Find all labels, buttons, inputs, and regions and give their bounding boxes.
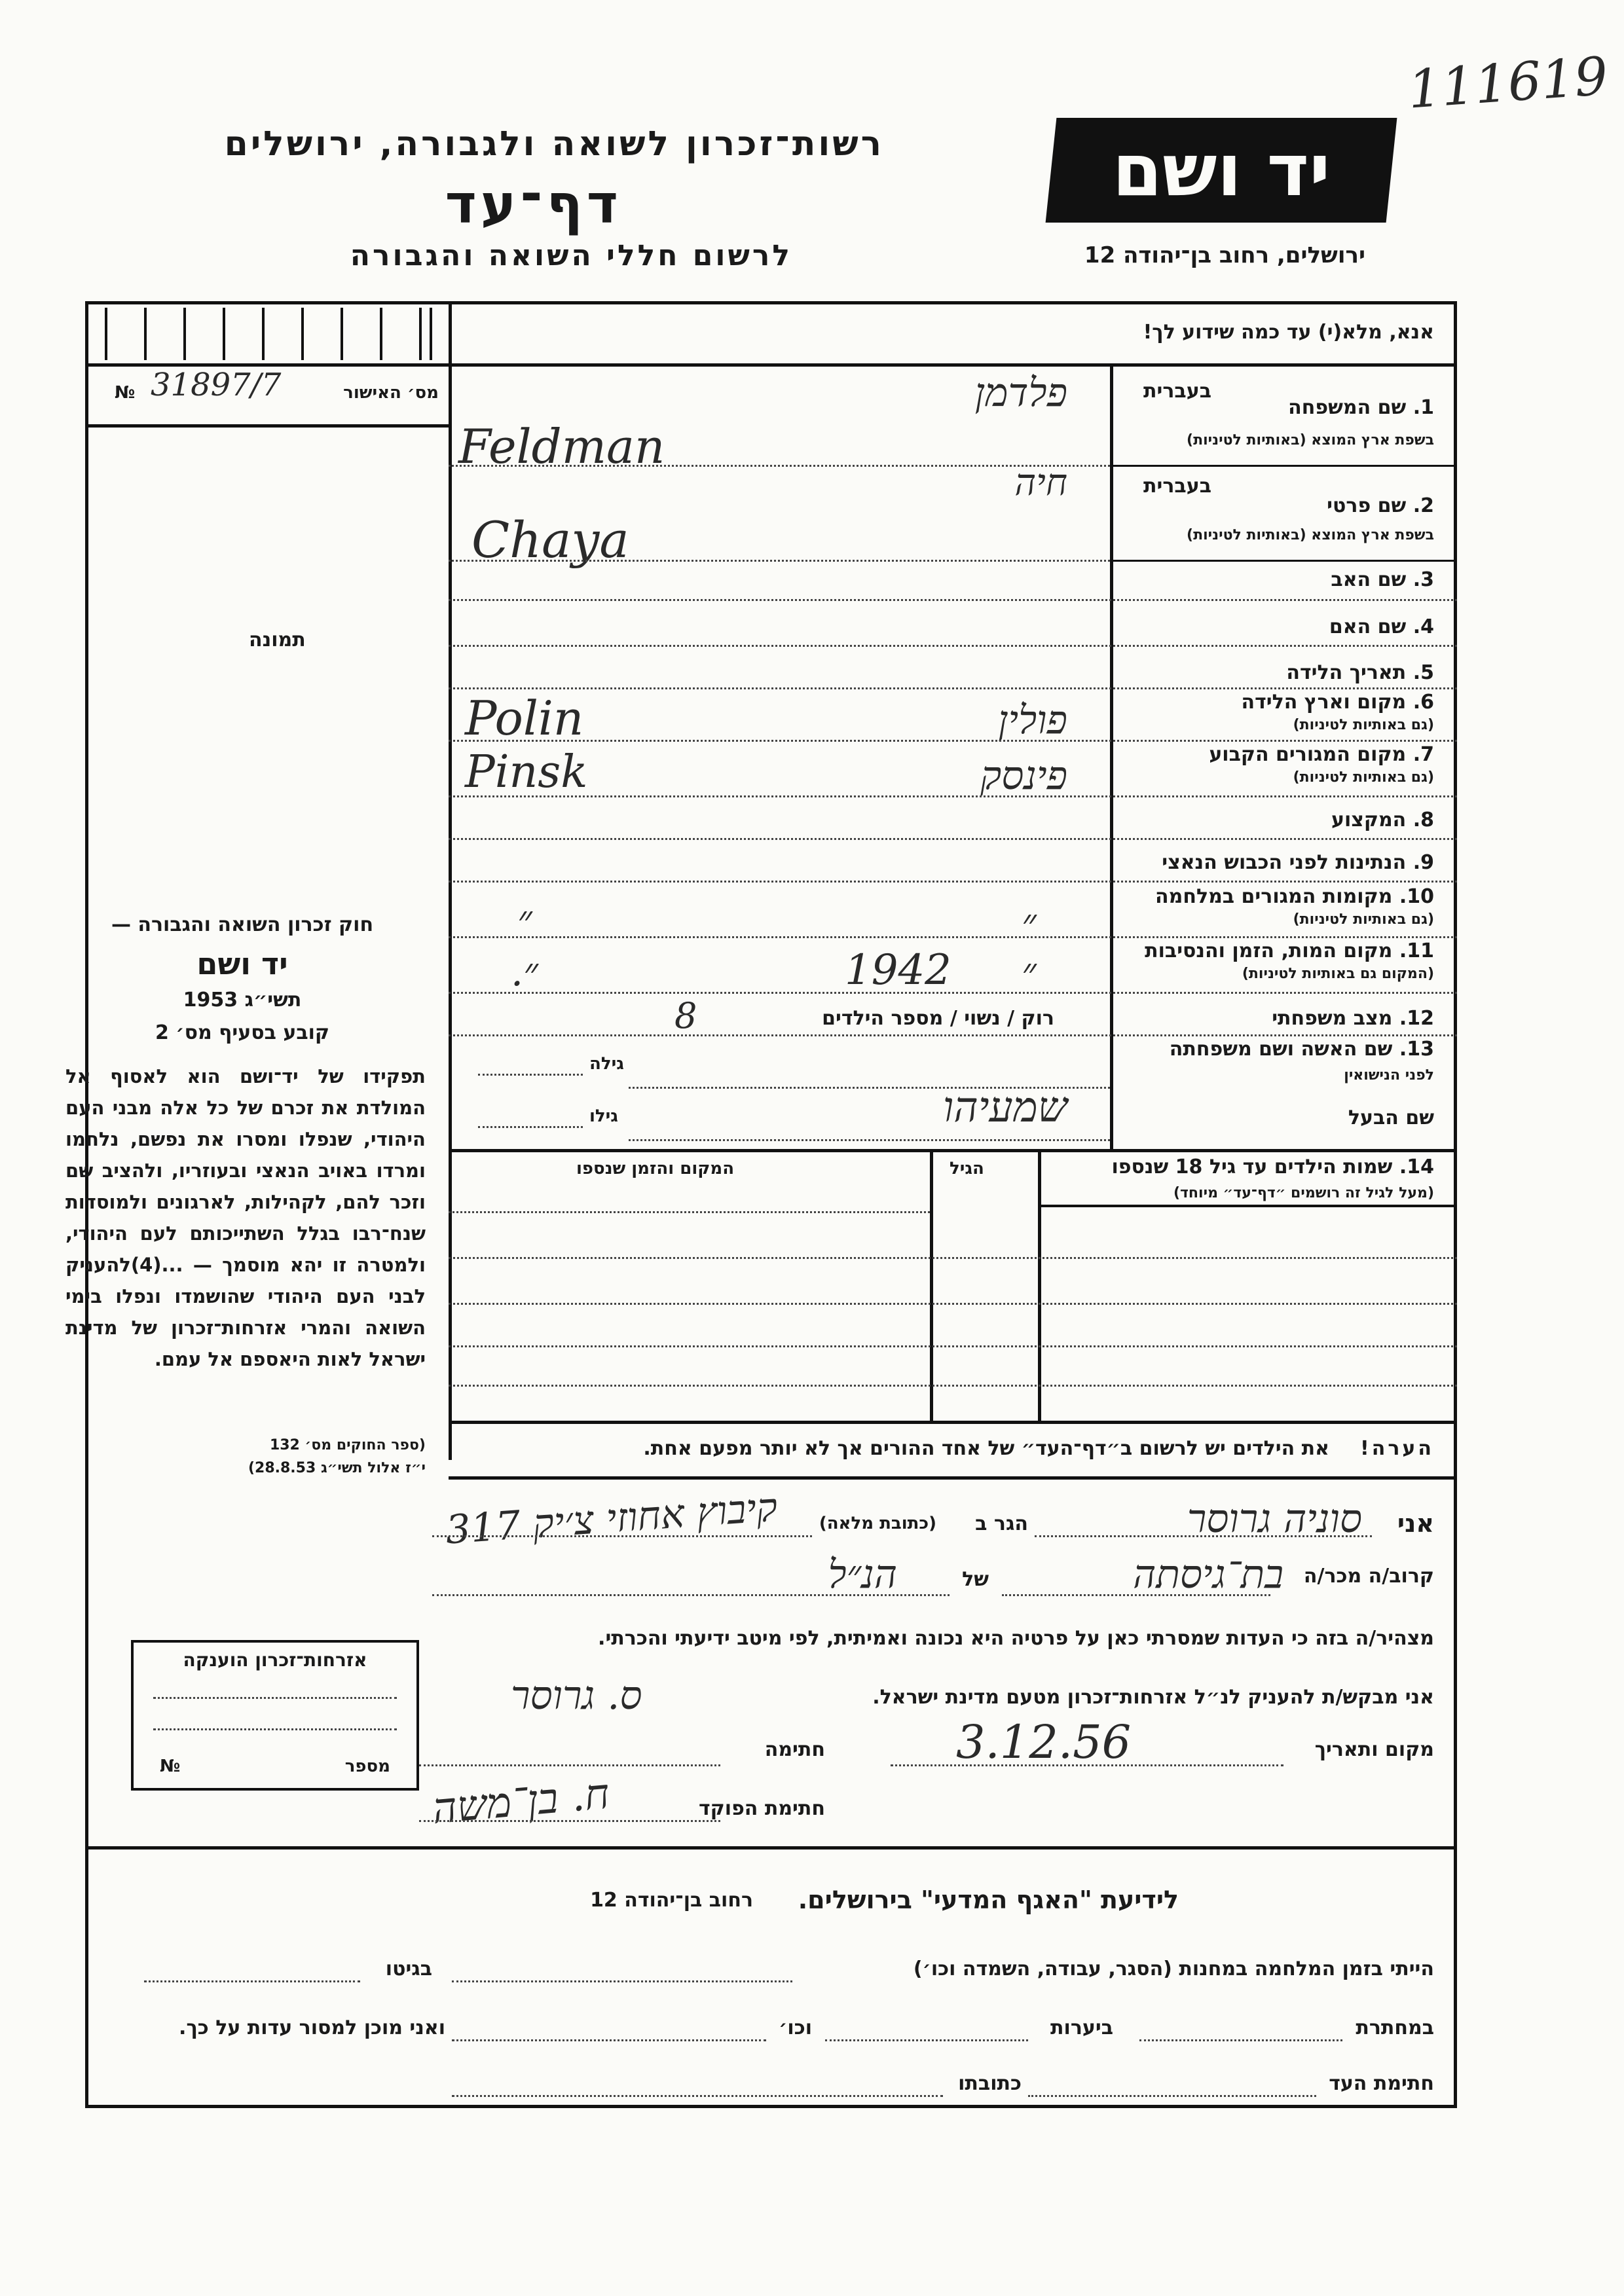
logo-text: יד ושם — [1112, 128, 1331, 212]
field-7-num: 7. — [1412, 743, 1434, 766]
footer-witness-sig-blank — [1028, 2095, 1316, 2097]
field-11-value-a: ״ — [1022, 949, 1037, 995]
field-10-value-b: ״ — [1022, 900, 1037, 946]
field-7-line — [449, 795, 1457, 797]
footer-underground-blank — [1139, 2039, 1342, 2041]
field-11-value-b: 1942 — [845, 946, 951, 994]
field-7-hebrew-value: פינסק — [980, 753, 1067, 799]
footer-title: לידיעת "האגף המדעי" בירושלים. — [798, 1886, 1179, 1914]
field-1-line — [449, 465, 1110, 467]
children-table-bottom — [449, 1421, 1457, 1424]
field-1-hebrew-tag: בעברית — [1143, 380, 1211, 403]
children-table-top — [449, 1149, 1457, 1152]
field-6-sub: (גם באותיות לטיניות) — [1293, 717, 1434, 733]
field-5-label: תאריך הלידה — [1286, 661, 1407, 684]
tick-boxes — [105, 308, 432, 360]
field-7-sub: (גם באותיות לטיניות) — [1293, 769, 1434, 786]
field-2-hebrew-value: חיה — [1014, 462, 1067, 504]
field-6-line — [449, 740, 1457, 742]
photo-label: תמונה — [249, 629, 306, 651]
decl-signature-label: חתימה — [764, 1738, 825, 1761]
field-13-age-line — [478, 1074, 583, 1076]
citizenship-line-2 — [153, 1728, 397, 1730]
husband-age-line — [478, 1126, 583, 1128]
husband-age-label: גילו — [589, 1106, 618, 1126]
field-13-age-label: גילה — [589, 1054, 624, 1074]
husband-value: שמעיהו — [942, 1084, 1067, 1132]
field-3-num: 3. — [1412, 568, 1434, 591]
field-1-num: 1. — [1412, 396, 1434, 419]
field-12-children: 8 — [674, 995, 697, 1036]
footer-forests: ביערות — [1050, 2016, 1113, 2039]
footer-ghetto-blank — [144, 1980, 360, 1982]
decl-address: קיבוץ אחוזי צ׳יק 317 — [444, 1484, 779, 1554]
field-10-sub: (גם באותיות לטיניות) — [1293, 911, 1434, 928]
field-13-sub: לפני הנישואין — [1344, 1067, 1434, 1084]
footer-underground: במחתרת — [1356, 2016, 1434, 2039]
field-7-latin-value: Pinsk — [465, 746, 588, 798]
decl-resides-label: הגר ב — [975, 1512, 1028, 1535]
field-1-latin-value: Feldman — [458, 419, 665, 474]
field-13-label: שם האשה ושם משפחתה — [1169, 1038, 1393, 1061]
instructions-rule — [449, 363, 1457, 367]
registration-label: מס׳ האישור — [343, 383, 439, 403]
children-row-3 — [449, 1345, 1457, 1347]
field-2-latin-value: Chaya — [471, 511, 629, 569]
header-address: ירושלים, רחוב בן־יהודה 12 — [1084, 242, 1365, 268]
field-6-latin-value: Polin — [465, 691, 584, 746]
law-box-source-date: י״ז אלול תשי״ג 28.8.53) — [248, 1460, 426, 1476]
field-2-rule — [1110, 560, 1457, 562]
field-10-line — [449, 936, 1457, 938]
field-4-num: 4. — [1412, 615, 1434, 638]
children-row-2 — [449, 1303, 1457, 1305]
decl-i-label: אני — [1397, 1509, 1434, 1538]
citizenship-box — [131, 1640, 419, 1791]
field-7-label: מקום המגורים הקבוע — [1209, 743, 1407, 766]
field-2-line — [449, 560, 1110, 562]
decl-declarant: סוניה גרוסר — [1187, 1496, 1362, 1542]
footer-witness-addr-blank — [452, 2095, 943, 2097]
footer-forests-blank — [825, 2039, 1028, 2041]
children-divider-2 — [930, 1149, 933, 1424]
field-4-label: שם האם — [1329, 615, 1407, 638]
field-6-hebrew-value: פולין — [998, 697, 1067, 743]
registration-no-sign: № — [115, 383, 136, 403]
decl-relation-line — [1002, 1594, 1270, 1596]
field-1-label: שם המשפחה — [1288, 396, 1407, 419]
field-9-line — [449, 881, 1457, 883]
footer-separator — [85, 1846, 1457, 1850]
decl-relation: בת־גיסתה — [1133, 1552, 1283, 1597]
citizenship-title: אזרחות־זכרון הוענקה — [183, 1649, 367, 1671]
field-5-num: 5. — [1412, 661, 1434, 684]
field-10-label: מקומות המגורים במלחמה — [1155, 885, 1393, 908]
children-row-1 — [449, 1257, 1457, 1259]
authority-title: רשות־זכרון לשואה ולגבורה, ירושלים — [224, 124, 884, 164]
decl-relation-of: הנ״ל — [828, 1552, 897, 1597]
decl-relative-label: קרוב/ה מכר/ה — [1303, 1565, 1434, 1588]
field-1-rule — [1110, 465, 1457, 467]
field-8-label: המקצוע — [1331, 809, 1407, 831]
decl-date: 3.12.56 — [956, 1715, 1132, 1769]
note-text: את הילדים יש לרשום ב״דף־העד״ של אחד ההורים אך לא יותר מפעם אחת. — [643, 1437, 1329, 1460]
citizenship-number-label: מספר — [344, 1757, 390, 1776]
footer-line2-end: ואני מוכן למסור עדות על כך. — [179, 2016, 445, 2039]
form-title: דף־עד — [445, 173, 622, 236]
decl-address-hint: (כתובת מלאה) — [819, 1514, 936, 1533]
law-box-title: חוק זכרון השואה והגבורה — — [111, 913, 374, 936]
field-11-num: 11. — [1399, 939, 1434, 962]
decl-date-line — [891, 1764, 1283, 1766]
footer-address: רחוב בן־יהודה 12 — [590, 1889, 753, 1912]
field-11-line — [449, 992, 1457, 994]
decl-officer-signature: ח. בן־משה — [430, 1770, 612, 1834]
field-12-label: מצב משפחתי — [1272, 1007, 1393, 1030]
children-sub: (מעל לגיל זה רושמים ״דף־עד״ מיוחד) — [1173, 1185, 1434, 1201]
field-5-line — [449, 687, 1457, 689]
field-9-label: הנתינות לפני הכבוש הנאצי — [1162, 851, 1407, 874]
law-box-year: תשי״ג 1953 — [183, 989, 302, 1011]
field-3-label: שם האב — [1331, 568, 1407, 591]
children-row-1a — [449, 1211, 930, 1213]
registration-number: 31897/7 — [151, 367, 282, 403]
footer-etc-blank — [452, 2039, 766, 2041]
field-2-label: שם פרטי — [1327, 494, 1407, 517]
field-2-sub: בשפת ארץ המוצא (באותיות לטיניות) — [1187, 527, 1434, 543]
instructions: אנא, מלא(י) עד כמה שידוע לך! — [1143, 321, 1434, 344]
yad-vashem-logo — [1046, 118, 1397, 223]
form-subtitle: לרשום חללי השואה והגבורה — [350, 239, 792, 272]
law-box-text: תפקידו של יד־ושם הוא לאסוף אל המולדת את זכרם של כל אלה מבני העם היהודי, שנפלו ומסרו את נפשם, נלחמו ומרדו באויב הנאצי ובעוזריו, ולהציב שם וזכר להם, לקהילות, לארגונים ולמוסדות שנח־רבו בגלל השתייכותם לעם היהודי, ולמטרה זו יהא מוסמך — ...(4)להעניק לבני העם היהודי שהושמדו ונפלו בימי השואה והמרי אזרחות־זכרון של מדינת ישראל לאות היאספם אל עמם. — [65, 1065, 426, 1370]
field-11-value-c: ״. — [511, 949, 538, 995]
children-header-rule — [1038, 1205, 1457, 1207]
husband-line — [629, 1139, 1110, 1141]
field-11-label: מקום המות, הזמן והנסיבות — [1145, 939, 1393, 962]
field-1-hebrew-value: פלדמן — [974, 370, 1067, 416]
husband-label: שם הבעל — [1348, 1106, 1434, 1129]
field-13-num: 13. — [1399, 1038, 1434, 1061]
note-label: הערה! — [1360, 1437, 1434, 1460]
field-6-label: מקום וארץ הלידה — [1241, 691, 1407, 714]
field-2-hebrew-tag: בעברית — [1143, 475, 1211, 498]
children-title: שמות הילדים עד גיל 18 שנספו — [1111, 1156, 1393, 1178]
decl-of-label: של — [962, 1568, 989, 1591]
note-bottom-rule — [449, 1476, 1457, 1480]
decl-officer-line — [419, 1820, 720, 1822]
registration-bottom-rule — [85, 424, 449, 428]
decl-place-date-label: מקום ותאריך — [1314, 1738, 1434, 1761]
field-8-line — [449, 838, 1457, 840]
footer-line1-blank — [452, 1980, 792, 1982]
footer-witness-addr: כתובתו — [958, 2072, 1022, 2095]
law-box-name: יד ושם — [196, 946, 288, 981]
decl-signature-handwritten: ס. גרוסר — [511, 1673, 642, 1719]
footer-etc: וכו׳ — [779, 2016, 812, 2039]
children-col-age: הגיל — [950, 1159, 984, 1178]
field-12-options: רוק / נשוי / מספר הילדים — [822, 1007, 1054, 1030]
field-10-value-a: ״ — [517, 897, 532, 943]
footer-witness-sig: חתימת העד — [1329, 2072, 1434, 2095]
law-box-clause: קובע בסעיף מס׳ 2 — [155, 1021, 330, 1044]
field-11-sub: (המקום גם באותיות לטיניות) — [1242, 966, 1434, 982]
field-4-line — [449, 645, 1457, 647]
citizenship-no-sign: № — [160, 1757, 181, 1776]
children-num: 14. — [1399, 1156, 1434, 1178]
footer-ghetto: בגיטו — [385, 1958, 432, 1980]
archive-number: 111619 — [1406, 45, 1610, 120]
field-12-line — [449, 1034, 1457, 1036]
field-10-num: 10. — [1399, 885, 1434, 908]
field-1-sub: בשפת ארץ המוצא (באותיות לטיניות) — [1187, 432, 1434, 448]
decl-officer-label: חתימת הפוקד — [699, 1797, 825, 1820]
decl-relation-of-line — [432, 1594, 950, 1596]
field-6-num: 6. — [1412, 691, 1434, 714]
children-row-4 — [449, 1385, 1457, 1387]
field-9-num: 9. — [1412, 851, 1434, 874]
citizenship-line-1 — [153, 1697, 397, 1699]
children-col-place: המקום והזמן שנספו — [576, 1159, 735, 1178]
label-column-divider — [1110, 363, 1113, 1149]
decl-signature-line — [419, 1764, 720, 1766]
decl-declarant-line — [1035, 1535, 1372, 1537]
footer-line1: הייתי בזמן המלחמה במחנות (הסגר, עבודה, השמדה וכו׳) — [913, 1958, 1434, 1980]
field-12-num: 12. — [1399, 1007, 1434, 1030]
field-2-num: 2. — [1412, 494, 1434, 517]
decl-statement: מצהיר/ה בזה כי העדות שמסרתי כאן על פרטיה היא נכונה ואמיתית, לפי מיטב ידיעתי והכרתי. — [598, 1627, 1434, 1650]
decl-request: אני מבקש/ת להעניק לנ״ל אזרחות־זכרון מטעם מדינת ישראל. — [872, 1686, 1434, 1709]
children-divider-1 — [1038, 1149, 1041, 1424]
field-3-line — [449, 599, 1457, 601]
decl-address-line — [432, 1535, 812, 1537]
law-box-source: (ספר החוקים מס׳ 132 — [269, 1437, 426, 1453]
field-8-num: 8. — [1412, 809, 1434, 831]
